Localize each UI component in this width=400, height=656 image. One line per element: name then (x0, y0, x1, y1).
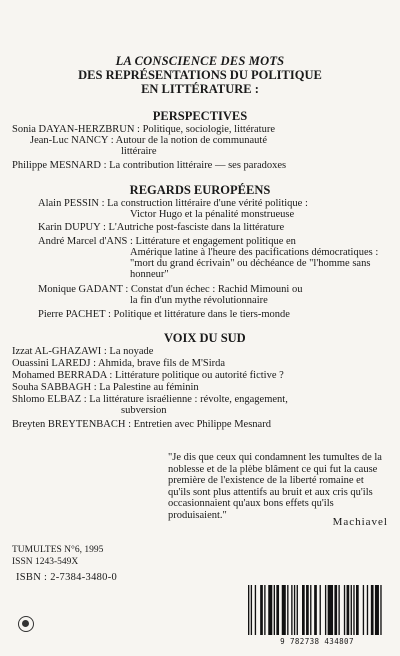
toc-entry (12, 124, 275, 135)
title-line-2: DES REPRÉSENTATIONS DU POLITIQUE (78, 68, 322, 82)
entry-author: Shlomo ELBAZ (12, 394, 82, 405)
entry-author: André Marcel d'ANS (38, 236, 128, 247)
barcode-bar (276, 585, 279, 635)
entry-author: Karin DUPUY (38, 222, 101, 233)
barcode-bar (320, 585, 321, 635)
barcode-bar (310, 585, 311, 635)
barcode-bar (367, 585, 368, 635)
barcode-bar (264, 585, 265, 635)
entry-title: : Politique, sociologie, littérature (134, 124, 275, 135)
entry-author: Izzat AL-GHAZAWI (12, 346, 102, 357)
barcode-bar (291, 585, 292, 635)
entry-title: : Littérature et engagement politique en (127, 236, 296, 247)
barcode-number: 9 782738 434807 (280, 637, 354, 646)
entry-author: Mohamed BERRADA (12, 370, 107, 381)
toc-entry (12, 358, 225, 369)
barcode-bar (380, 585, 381, 635)
toc-entry (38, 284, 302, 295)
entry-title: : La construction littéraire d'une vérité politique : (98, 198, 308, 209)
title-line-1: LA CONSCIENCE DES MOTS (115, 54, 285, 68)
section-heading-regards-europeens: REGARDS EUROPÉENS (129, 183, 271, 197)
barcode-bar (363, 585, 364, 635)
publisher-logo-icon (18, 616, 34, 632)
entry-continuation: la fin d'un mythe révolutionnaire (130, 295, 268, 306)
entry-title: : La contribution littéraire — ses paradoxes (100, 160, 287, 171)
barcode-bar (338, 585, 339, 635)
entry-title: : Constat d'un échec : Rachid Mimouni ou (122, 284, 303, 295)
barcode-bar (353, 585, 354, 635)
toc-entry (12, 419, 271, 430)
barcode-bar (282, 585, 286, 635)
toc-entry (12, 394, 288, 405)
barcode-bar (356, 585, 359, 635)
entry-author: Jean-Luc NANCY (30, 135, 109, 146)
barcode-bar (255, 585, 256, 635)
issn: ISSN 1243-549X (12, 557, 79, 567)
barcode-bar (351, 585, 352, 635)
entry-continuation: honneur" (130, 269, 169, 280)
entry-continuation: littéraire (121, 146, 157, 157)
title-line-3: EN LITTÉRATURE : (141, 82, 259, 96)
entry-title: : L'Autriche post-fasciste dans la littérature (100, 222, 285, 233)
toc-entry (38, 222, 284, 233)
toc-entry (12, 382, 199, 393)
toc-entry (12, 346, 153, 357)
barcode-bar (325, 585, 326, 635)
section-heading-voix-du-sud: VOIX DU SUD (164, 331, 246, 345)
entry-continuation: Victor Hugo et la pénalité monstrueuse (130, 209, 295, 220)
entry-author: Alain PESSIN (38, 198, 99, 209)
barcode-bar (344, 585, 345, 635)
toc-entry (38, 198, 308, 209)
series-issue: TUMULTES N°6, 1995 (12, 545, 104, 555)
entry-title: : Littérature politique ou autorité fictive ? (106, 370, 284, 381)
barcode-bar (260, 585, 263, 635)
toc-entry (38, 309, 290, 320)
barcode-bar (251, 585, 252, 635)
barcode-bar (328, 585, 333, 635)
entry-title: : La littérature israélienne : révolte, engagement, (81, 394, 288, 405)
entry-author: Breyten BREYTENBACH (12, 419, 126, 430)
epigraph-quote: "Je dis que ceux qui condamnent les tumultes de la noblesse et de la plèbe blâment ce qui fut la cause première de l'existence de la liberté romaine et qu'ils sont plus attentifs au bruit et aux cris qu'ils occasionnaient qu'aux bons effets qu'ils produisaient." (168, 452, 382, 521)
entry-title: : La Palestine au féminin (91, 382, 199, 393)
entry-continuation: "mort du grand écrivain" ou déchéance de "l'homme sans (130, 258, 371, 269)
entry-author: Ouassini LAREDJ (12, 358, 91, 369)
entry-author: Philippe MESNARD (12, 160, 101, 171)
barcode-bar (268, 585, 272, 635)
barcode-bar (248, 585, 249, 635)
entry-author: Monique GADANT (38, 284, 123, 295)
barcode-bar (306, 585, 309, 635)
barcode-bar (371, 585, 374, 635)
barcode-bar (297, 585, 298, 635)
barcode-bar (287, 585, 288, 635)
entry-continuation: Amérique latine à l'heure des pacifications démocratiques : (130, 247, 379, 258)
barcode (246, 585, 386, 635)
barcode-bar (375, 585, 379, 635)
entry-title: : Autour de la notion de communauté (108, 135, 267, 146)
toc-entry (12, 160, 286, 171)
entry-continuation: subversion (121, 405, 167, 416)
barcode-bar (294, 585, 295, 635)
epigraph-author: Machiavel (332, 516, 388, 528)
toc-entry (30, 135, 267, 146)
entry-author: Sonia DAYAN-HERZBRUN (12, 124, 135, 135)
barcode-bar (274, 585, 275, 635)
barcode-bar (347, 585, 350, 635)
section-heading-perspectives: PERSPECTIVES (152, 109, 248, 123)
entry-title: : Ahmida, brave fils de M'Sirda (90, 358, 226, 369)
toc-entry (12, 370, 284, 381)
barcode-bar (334, 585, 337, 635)
entry-title: : Entretien avec Philippe Mesnard (125, 419, 271, 430)
entry-author: Pierre PACHET (38, 309, 106, 320)
entry-title: : La noyade (101, 346, 154, 357)
barcode-bar (302, 585, 305, 635)
isbn: ISBN : 2-7384-3480-0 (16, 572, 118, 583)
entry-title: : Politique et littérature dans le tiers-monde (105, 309, 290, 320)
barcode-bar (314, 585, 317, 635)
toc-entry (38, 236, 296, 247)
entry-author: Souha SABBAGH (12, 382, 92, 393)
